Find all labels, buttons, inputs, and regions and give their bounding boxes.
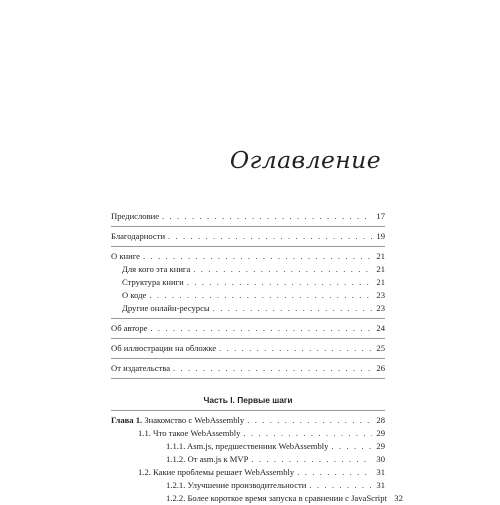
dot-leader	[173, 362, 372, 375]
toc-entry-page: 21	[376, 251, 385, 261]
chapter-number: Глава 1.	[111, 415, 143, 425]
dot-leader	[297, 466, 372, 479]
toc-subsection-entry[interactable]	[111, 492, 403, 505]
dot-leader	[168, 230, 372, 243]
toc-entry-page: 21	[376, 277, 385, 287]
toc-entry-label: 1.1. Что такое WebAssembly	[138, 428, 241, 438]
toc-entry-page: 23	[376, 303, 385, 313]
toc-entry-label: 1.2.2. Более короткое время запуска в сравнении с JavaScript	[166, 493, 387, 503]
toc-section-entry[interactable]	[111, 427, 385, 440]
dot-leader	[162, 210, 372, 223]
toc-entry-label: Структура книги	[122, 277, 184, 287]
toc-entry-page: 32	[394, 493, 403, 503]
toc-entry-page: 26	[376, 363, 385, 373]
toc-entry-about-author[interactable]	[111, 322, 385, 335]
toc-subsection-entry[interactable]	[111, 479, 385, 492]
toc-entry-label: От издательства	[111, 363, 171, 373]
toc-entry-chapter-1[interactable]	[111, 414, 385, 427]
toc-entry-label: 1.1.2. От asm.js к MVP	[166, 454, 249, 464]
toc-entry-label: 1.2. Какие проблемы решает WebAssembly	[138, 467, 295, 477]
table-of-contents	[111, 207, 403, 505]
toc-entry-page: 25	[376, 343, 385, 353]
toc-entry-label: Благодарности	[111, 231, 166, 241]
toc-title: Оглавление	[229, 146, 381, 174]
toc-subsection-entry[interactable]	[111, 440, 385, 453]
toc-entry-publisher[interactable]	[111, 362, 385, 375]
toc-entry-page: 31	[376, 467, 385, 477]
toc-entry-acknowledgements[interactable]	[111, 230, 385, 243]
toc-entry-page: 21	[376, 264, 385, 274]
toc-subsection-entry[interactable]	[111, 453, 385, 466]
toc-entry-label: Об иллюстрации на обложке	[111, 343, 217, 353]
toc-entry-page: 29	[376, 428, 385, 438]
dot-leader	[143, 250, 372, 263]
toc-subentry[interactable]	[111, 302, 385, 315]
toc-entry-label: 1.1.1. Asm.js, предшественник WebAssembly	[166, 441, 329, 451]
dot-leader	[243, 427, 372, 440]
dot-leader	[309, 479, 372, 492]
toc-entry-label	[111, 414, 247, 427]
toc-entry-label: Предисловие	[111, 211, 160, 221]
toc-entry-page: 24	[376, 323, 385, 333]
toc-subentry[interactable]	[111, 276, 385, 289]
toc-subentry[interactable]	[111, 289, 385, 302]
toc-entry-label: Другие онлайн-ресурсы	[122, 303, 210, 313]
dot-leader	[150, 322, 372, 335]
dot-leader	[193, 263, 372, 276]
part-heading: Часть I. Первые шаги	[203, 395, 293, 405]
toc-section-entry[interactable]	[111, 466, 385, 479]
toc-entry-page: 29	[376, 441, 385, 451]
toc-entry-label: 1.2.1. Улучшение производительности	[166, 480, 307, 490]
toc-entry-page: 28	[376, 415, 385, 425]
dot-leader	[247, 414, 372, 427]
toc-entry-label: Об авторе	[111, 323, 148, 333]
toc-entry-cover-illustration[interactable]	[111, 342, 385, 355]
toc-entry-page: 17	[376, 211, 385, 221]
dot-leader	[149, 289, 372, 302]
toc-entry-page: 30	[376, 454, 385, 464]
toc-entry-page: 19	[376, 231, 385, 241]
toc-entry-label: О книге	[111, 251, 140, 261]
toc-entry-page: 23	[376, 290, 385, 300]
toc-entry-label: О коде	[122, 290, 147, 300]
toc-entry-about-book[interactable]	[111, 250, 385, 263]
toc-entry-preface[interactable]	[111, 210, 385, 223]
dot-leader	[251, 453, 372, 466]
toc-entry-label: Для кого эта книга	[122, 264, 191, 274]
toc-subentry[interactable]	[111, 263, 385, 276]
dot-leader	[331, 440, 372, 453]
toc-entry-page: 31	[376, 480, 385, 490]
chapter-title: Знакомство с WebAssembly	[144, 415, 245, 425]
dot-leader	[187, 276, 372, 289]
divider	[111, 378, 385, 379]
dot-leader	[219, 342, 372, 355]
dot-leader	[213, 302, 372, 315]
